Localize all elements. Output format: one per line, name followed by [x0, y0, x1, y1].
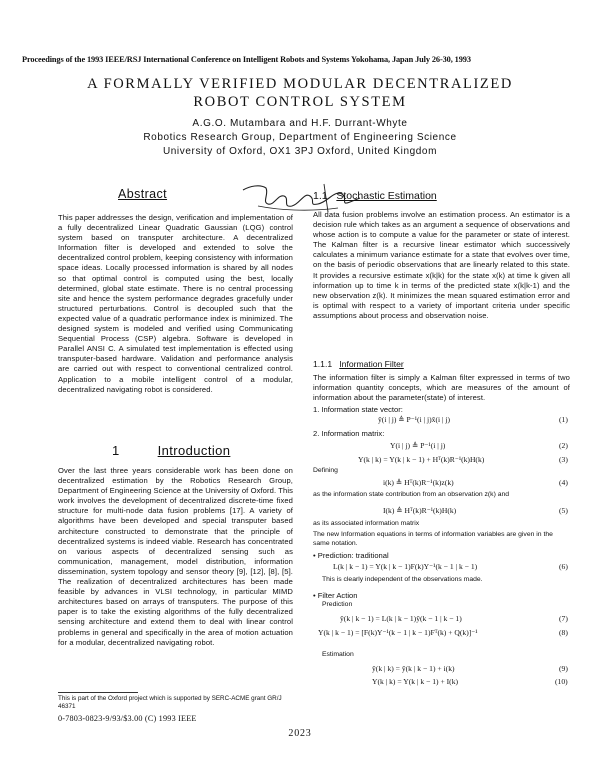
equation-3-number: (3): [559, 455, 568, 464]
author-department: Robotics Research Group, Department of Engineering Science: [143, 132, 457, 143]
info-matrix-label: 2. Information matrix:: [313, 429, 385, 438]
information-equations-note: The new Information equations in terms of information variables are given in the same notation.: [313, 531, 553, 547]
equation-3: Y(k | k) = Y(k | k − 1) + Hᵀ(k)R⁻¹(k)H(k): [358, 455, 485, 464]
information-filter-number: 1.1.1: [313, 359, 333, 369]
page-number: 2023: [288, 728, 312, 739]
introduction-heading: [112, 443, 230, 458]
author-names: A.G.O. Mutambara and H.F. Durrant-Whyte: [192, 118, 408, 129]
equation-9-number: (9): [559, 664, 568, 673]
author-address: University of Oxford, OX1 3PJ Oxford, United Kingdom: [162, 146, 438, 157]
equation-1: ŷ(i | j) ≜ P⁻¹(i | j)x̂(i | j): [378, 415, 451, 424]
filter-action-label: Filter Action: [317, 591, 358, 600]
introduction-number: 1: [112, 443, 120, 458]
equation-1-number: (1): [559, 415, 568, 424]
equation-5: I(k) ≜ Hᵀ(k)R⁻¹(k)H(k): [383, 506, 457, 515]
abstract-body: This paper addresses the design, verification and implementation of a fully decentralized Linear Quadratic Gaussian (LQG) control system based on transputer architecture. A decentralized Information filter is developed and extended to solve the decentralized control problem, keeping consistency with information space ideas. Locally processed information is shared by all nodes so that optimal control is computed using the best, locally determined, global state estimate. There is no central processing site and hence the system performance degrades gracefully under structured perturbations. Control is decoupled such that the expected value of a quadratic performance index is minimized. The designed system is modeled and verified using Communicating Sequential Process (CSP) algebra. Software is developed in Parallel ANSI C. A simulated test implementation is effected using transputer-based hardware. Validation and performance analysis are carried out with respect to conventional centralized control. Application to a mobile intelligent control of a modular, decentralized navigating robot is considered.: [58, 213, 293, 394]
equation-4: i(k) ≜ Hᵀ(k)R⁻¹(k)z(k): [383, 478, 454, 487]
equation-9: ŷ(k | k) = ŷ(k | k − 1) + i(k): [372, 664, 455, 673]
information-filter-intro: The information filter is simply a Kalman filter expressed in terms of two information quantity concepts, which are measures of the amount of information about the parameter(state) of interest.: [313, 373, 570, 403]
footnote: This is part of the Oxford project which is supported by SERC-ACME grant GR/J 46371: [58, 695, 282, 710]
equation-10: Y(k | k) = Y(k | k − 1) + I(k): [372, 677, 459, 686]
paper-title-line2: ROBOT CONTROL SYSTEM: [193, 94, 407, 110]
footnote-rule: [58, 692, 138, 693]
introduction-body: Over the last three years considerable work has been done on decentralized estimation by the Robotics Research Group, Department of Engineering Science at the University of Oxford. This work involves the development of decentralized discrete-time fixed structure for multi-node data fusion problems [17]. A variety of algorithms have been developed and special transputer based architecture constructed to demonstrate that the principle of decentralized systems is indeed viable. Research has concentrated on various aspects of decentralized sensing such as communication, management, model distribution, information dissemination, system topology and sensor theory [9], [12], [8], [5]. The realization of decentralized architectures has been made feasible by advances in VLSI technology, in particular MIMD architectures based on arrays of transputers. The purpose of this paper is to take the existing algorithms of the fully decentralized sensing architecture and extend them to deal with linear control problems in general and specifically in the area of motion actuation for a modular, decentralized navigating robot.: [58, 466, 293, 647]
equation-5-note: as its associated information matrix: [313, 520, 420, 527]
equation-7: ŷ(k | k − 1) = L(k | k − 1)ŷ(k − 1 | k − 1): [340, 614, 462, 623]
isbn-line: 0-7803-0823-9/93/$3.00 (C) 1993 IEEE: [58, 714, 197, 723]
proceedings-header: Proceedings of the 1993 IEEE/RSJ International Conference on Intelligent Robots and Systems Yokohama, Japan July 26-30, 1993: [22, 55, 471, 64]
equation-5-number: (5): [559, 506, 568, 515]
paper-title-line1: A FORMALLY VERIFIED MODULAR DECENTRALIZED: [87, 76, 513, 92]
stochastic-estimation-heading: [313, 190, 437, 202]
info-state-vector-label: 1. Information state vector:: [313, 405, 403, 414]
equation-6-number: (6): [559, 562, 568, 571]
equation-4-number: (4): [559, 478, 568, 487]
information-filter-title: Information Filter: [339, 359, 404, 369]
stochastic-estimation-body: All data fusion problems involve an estimation process. An estimator is a decision rule which takes as an argument a sequence of observations and whose action is to compute a value for the parameter or state of interest. The Kalman filter is a recursive linear estimator which successively calculates a minimum variance estimate for a state that evolves over time, on the basis of periodic observations that are linearly related to this state. It provides a recursive estimate x(k|k) for the state x(k) at time k given all information up to time k in terms of the predicted state x(k|k-1) and the new observation z(k). It minimizes the mean squared estimation error and is optimal with respect to a variety of important criteria under specific assumptions about process and observation noise.: [313, 210, 570, 320]
abstract-heading: Abstract: [118, 187, 168, 201]
stochastic-estimation-title: Stochastic Estimation: [336, 190, 437, 202]
equation-6-note: This is clearly independent of the observations made.: [322, 576, 483, 583]
equation-2-number: (2): [559, 441, 568, 450]
estimation-label: Estimation: [322, 651, 354, 658]
equation-6: L(k | k − 1) = Y(k | k − 1)F(k)Y⁻¹(k − 1 | k − 1): [333, 562, 478, 571]
equation-4-note: as the information state contribution from an observation z(k) and: [313, 491, 510, 498]
introduction-title: Introduction: [157, 443, 231, 458]
defining-label: Defining: [313, 467, 338, 474]
equation-7-number: (7): [559, 614, 568, 623]
equation-8-number: (8): [559, 628, 568, 637]
stochastic-estimation-number: 1.1: [313, 190, 328, 202]
filter-action-bullet: • Filter Action: [313, 591, 358, 600]
equation-8: Y(k | k − 1) = [F(k)Y⁻¹(k − 1 | k − 1)Fᵀ(k) + Q(k)]⁻¹: [318, 628, 478, 637]
prediction-traditional-label: Prediction: traditional: [317, 551, 389, 560]
information-filter-heading: [313, 359, 404, 369]
equation-2: Y(i | j) ≜ P⁻¹(i | j): [390, 441, 446, 450]
equation-10-number: (10): [555, 677, 568, 686]
prediction-bullet: • Prediction: traditional: [313, 551, 389, 560]
prediction-label: Prediction: [322, 601, 353, 608]
